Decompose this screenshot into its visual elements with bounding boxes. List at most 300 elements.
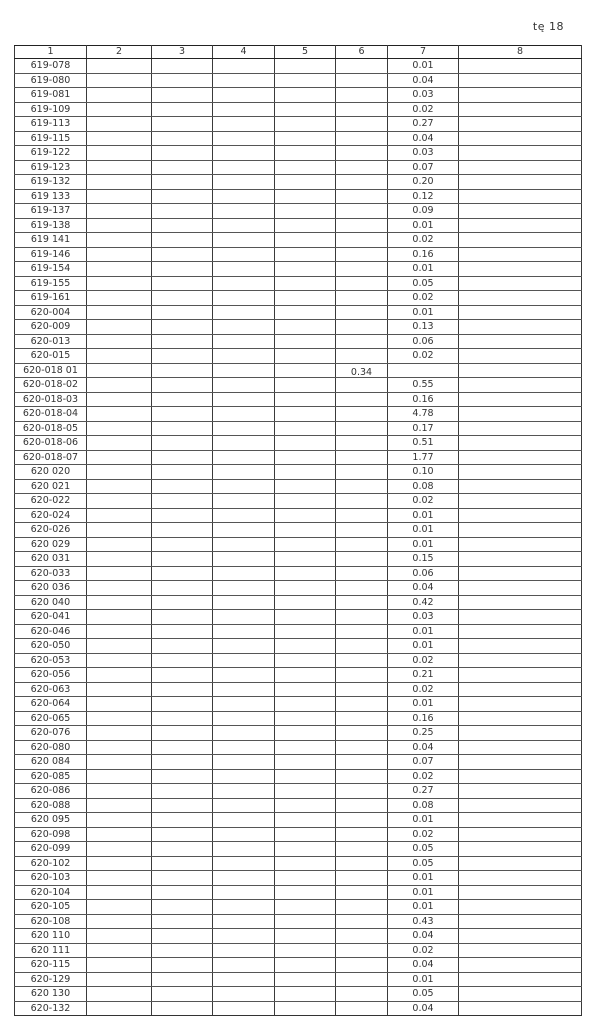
cell-id: 620-004 bbox=[15, 305, 87, 320]
cell-col-6 bbox=[336, 160, 388, 175]
cell-id: 620-086 bbox=[15, 784, 87, 799]
table-row bbox=[15, 262, 582, 277]
cell-col-8 bbox=[459, 523, 582, 538]
cell-col-7: 0.12 bbox=[388, 189, 459, 204]
cell-col-8 bbox=[459, 276, 582, 291]
cell-col-6 bbox=[336, 334, 388, 349]
cell-id: 620-076 bbox=[15, 726, 87, 741]
cell-col-5 bbox=[275, 233, 336, 248]
cell-col-3 bbox=[152, 262, 213, 277]
cell-id: 619-146 bbox=[15, 247, 87, 262]
cell-col-3 bbox=[152, 552, 213, 567]
cell-col-7: 0.02 bbox=[388, 102, 459, 117]
cell-id: 620 095 bbox=[15, 813, 87, 828]
cell-col-7: 0.01 bbox=[388, 639, 459, 654]
cell-col-3 bbox=[152, 958, 213, 973]
table-row bbox=[15, 624, 582, 639]
cell-col-8 bbox=[459, 552, 582, 567]
cell-col-4 bbox=[213, 958, 275, 973]
cell-col-4 bbox=[213, 537, 275, 552]
cell-col-2 bbox=[87, 363, 152, 378]
cell-col-6 bbox=[336, 784, 388, 799]
column-header-6: 6 bbox=[336, 46, 388, 59]
cell-id: 619-122 bbox=[15, 146, 87, 161]
cell-col-4 bbox=[213, 233, 275, 248]
cell-col-5 bbox=[275, 392, 336, 407]
cell-id: 619-155 bbox=[15, 276, 87, 291]
cell-col-6 bbox=[336, 262, 388, 277]
column-header-2: 2 bbox=[87, 46, 152, 59]
cell-col-3 bbox=[152, 494, 213, 509]
cell-col-6 bbox=[336, 102, 388, 117]
cell-col-3 bbox=[152, 740, 213, 755]
table-row bbox=[15, 494, 582, 509]
cell-col-5 bbox=[275, 508, 336, 523]
cell-id: 620-033 bbox=[15, 566, 87, 581]
cell-col-2 bbox=[87, 146, 152, 161]
cell-col-8 bbox=[459, 653, 582, 668]
cell-col-2 bbox=[87, 117, 152, 132]
cell-col-7: 0.04 bbox=[388, 1001, 459, 1016]
cell-col-2 bbox=[87, 972, 152, 987]
cell-col-3 bbox=[152, 871, 213, 886]
table-row bbox=[15, 682, 582, 697]
cell-col-7: 0.01 bbox=[388, 972, 459, 987]
table-row bbox=[15, 784, 582, 799]
cell-col-4 bbox=[213, 639, 275, 654]
inventory-table bbox=[14, 45, 582, 1016]
table-row bbox=[15, 102, 582, 117]
cell-col-8 bbox=[459, 856, 582, 871]
cell-col-7: 1.77 bbox=[388, 450, 459, 465]
cell-col-5 bbox=[275, 856, 336, 871]
cell-col-7: 0.21 bbox=[388, 668, 459, 683]
table-row bbox=[15, 958, 582, 973]
table-row bbox=[15, 523, 582, 538]
cell-col-5 bbox=[275, 653, 336, 668]
cell-id: 620-085 bbox=[15, 769, 87, 784]
cell-col-4 bbox=[213, 247, 275, 262]
cell-col-5 bbox=[275, 740, 336, 755]
cell-col-6 bbox=[336, 668, 388, 683]
cell-col-5 bbox=[275, 726, 336, 741]
cell-col-5 bbox=[275, 639, 336, 654]
cell-col-5 bbox=[275, 871, 336, 886]
cell-col-6 bbox=[336, 189, 388, 204]
cell-col-6 bbox=[336, 450, 388, 465]
table-row bbox=[15, 465, 582, 480]
cell-col-3 bbox=[152, 827, 213, 842]
cell-col-3 bbox=[152, 421, 213, 436]
cell-col-8 bbox=[459, 755, 582, 770]
table-row bbox=[15, 305, 582, 320]
cell-col-7: 0.01 bbox=[388, 900, 459, 915]
cell-id: 619-109 bbox=[15, 102, 87, 117]
cell-col-2 bbox=[87, 465, 152, 480]
cell-col-8 bbox=[459, 871, 582, 886]
cell-col-2 bbox=[87, 813, 152, 828]
cell-id: 619-123 bbox=[15, 160, 87, 175]
cell-id: 620-018-02 bbox=[15, 378, 87, 393]
table-row bbox=[15, 349, 582, 364]
cell-col-5 bbox=[275, 769, 336, 784]
cell-col-5 bbox=[275, 450, 336, 465]
cell-col-8 bbox=[459, 378, 582, 393]
cell-col-3 bbox=[152, 73, 213, 88]
cell-col-2 bbox=[87, 392, 152, 407]
cell-id: 619-115 bbox=[15, 131, 87, 146]
cell-col-7: 0.16 bbox=[388, 247, 459, 262]
cell-col-5 bbox=[275, 943, 336, 958]
cell-id: 620-009 bbox=[15, 320, 87, 335]
cell-col-4 bbox=[213, 421, 275, 436]
cell-col-4 bbox=[213, 407, 275, 422]
table-row bbox=[15, 566, 582, 581]
cell-id: 620-041 bbox=[15, 610, 87, 625]
cell-col-3 bbox=[152, 726, 213, 741]
cell-col-7: 0.02 bbox=[388, 349, 459, 364]
cell-col-5 bbox=[275, 175, 336, 190]
cell-col-5 bbox=[275, 1001, 336, 1016]
cell-col-8 bbox=[459, 218, 582, 233]
cell-col-3 bbox=[152, 595, 213, 610]
cell-col-3 bbox=[152, 392, 213, 407]
cell-col-5 bbox=[275, 784, 336, 799]
cell-col-8 bbox=[459, 639, 582, 654]
cell-col-7: 0.08 bbox=[388, 479, 459, 494]
cell-col-2 bbox=[87, 842, 152, 857]
cell-col-3 bbox=[152, 146, 213, 161]
table-row bbox=[15, 146, 582, 161]
cell-col-7: 0.04 bbox=[388, 929, 459, 944]
cell-col-7: 0.20 bbox=[388, 175, 459, 190]
cell-col-7: 0.51 bbox=[388, 436, 459, 451]
cell-col-5 bbox=[275, 117, 336, 132]
cell-col-3 bbox=[152, 189, 213, 204]
cell-col-4 bbox=[213, 595, 275, 610]
cell-col-4 bbox=[213, 117, 275, 132]
cell-col-2 bbox=[87, 769, 152, 784]
table-row bbox=[15, 421, 582, 436]
cell-col-8 bbox=[459, 595, 582, 610]
cell-col-7: 0.43 bbox=[388, 914, 459, 929]
cell-col-4 bbox=[213, 943, 275, 958]
table-row bbox=[15, 247, 582, 262]
cell-col-7: 4.78 bbox=[388, 407, 459, 422]
cell-col-3 bbox=[152, 450, 213, 465]
cell-col-3 bbox=[152, 204, 213, 219]
cell-col-7 bbox=[388, 363, 459, 378]
cell-col-5 bbox=[275, 842, 336, 857]
table-row bbox=[15, 972, 582, 987]
cell-col-2 bbox=[87, 537, 152, 552]
cell-col-4 bbox=[213, 291, 275, 306]
table-row bbox=[15, 885, 582, 900]
cell-col-2 bbox=[87, 204, 152, 219]
cell-col-4 bbox=[213, 276, 275, 291]
cell-col-3 bbox=[152, 566, 213, 581]
cell-col-5 bbox=[275, 929, 336, 944]
cell-col-7: 0.02 bbox=[388, 233, 459, 248]
cell-col-3 bbox=[152, 247, 213, 262]
cell-col-4 bbox=[213, 218, 275, 233]
cell-col-7: 0.01 bbox=[388, 262, 459, 277]
cell-col-2 bbox=[87, 784, 152, 799]
cell-col-5 bbox=[275, 972, 336, 987]
cell-col-3 bbox=[152, 102, 213, 117]
cell-col-2 bbox=[87, 958, 152, 973]
cell-col-2 bbox=[87, 160, 152, 175]
cell-col-3 bbox=[152, 88, 213, 103]
cell-col-4 bbox=[213, 189, 275, 204]
cell-id: 620 040 bbox=[15, 595, 87, 610]
cell-col-5 bbox=[275, 146, 336, 161]
cell-col-5 bbox=[275, 102, 336, 117]
cell-col-8 bbox=[459, 813, 582, 828]
cell-col-5 bbox=[275, 131, 336, 146]
cell-col-3 bbox=[152, 363, 213, 378]
cell-col-8 bbox=[459, 73, 582, 88]
cell-col-2 bbox=[87, 334, 152, 349]
table-row bbox=[15, 813, 582, 828]
table-row bbox=[15, 610, 582, 625]
cell-col-2 bbox=[87, 276, 152, 291]
cell-col-7: 0.27 bbox=[388, 784, 459, 799]
cell-col-6 bbox=[336, 218, 388, 233]
table-row bbox=[15, 697, 582, 712]
cell-id: 620 021 bbox=[15, 479, 87, 494]
cell-col-6 bbox=[336, 711, 388, 726]
cell-col-5 bbox=[275, 204, 336, 219]
cell-col-5 bbox=[275, 537, 336, 552]
cell-col-3 bbox=[152, 682, 213, 697]
cell-id: 620-088 bbox=[15, 798, 87, 813]
table-row bbox=[15, 450, 582, 465]
cell-col-8 bbox=[459, 363, 582, 378]
cell-col-5 bbox=[275, 711, 336, 726]
cell-col-6 bbox=[336, 885, 388, 900]
cell-col-4 bbox=[213, 523, 275, 538]
cell-col-2 bbox=[87, 175, 152, 190]
cell-col-3 bbox=[152, 233, 213, 248]
cell-col-4 bbox=[213, 204, 275, 219]
cell-id: 620-022 bbox=[15, 494, 87, 509]
cell-id: 619 141 bbox=[15, 233, 87, 248]
cell-col-6 bbox=[336, 740, 388, 755]
cell-col-8 bbox=[459, 102, 582, 117]
cell-col-2 bbox=[87, 566, 152, 581]
cell-col-2 bbox=[87, 247, 152, 262]
cell-col-2 bbox=[87, 943, 152, 958]
cell-col-4 bbox=[213, 697, 275, 712]
cell-col-7: 0.02 bbox=[388, 682, 459, 697]
cell-col-6 bbox=[336, 552, 388, 567]
cell-col-6 bbox=[336, 247, 388, 262]
cell-col-3 bbox=[152, 929, 213, 944]
cell-col-5 bbox=[275, 494, 336, 509]
cell-id: 620 036 bbox=[15, 581, 87, 596]
cell-id: 619-161 bbox=[15, 291, 87, 306]
cell-col-4 bbox=[213, 972, 275, 987]
cell-col-4 bbox=[213, 508, 275, 523]
table-row bbox=[15, 59, 582, 74]
cell-col-8 bbox=[459, 769, 582, 784]
cell-col-7: 0.05 bbox=[388, 987, 459, 1002]
cell-col-7: 0.03 bbox=[388, 610, 459, 625]
cell-col-5 bbox=[275, 189, 336, 204]
cell-col-6 bbox=[336, 610, 388, 625]
cell-col-6 bbox=[336, 320, 388, 335]
cell-col-4 bbox=[213, 610, 275, 625]
cell-col-4 bbox=[213, 755, 275, 770]
cell-id: 620 020 bbox=[15, 465, 87, 480]
cell-col-8 bbox=[459, 146, 582, 161]
column-header-5: 5 bbox=[275, 46, 336, 59]
cell-id: 620-018-06 bbox=[15, 436, 87, 451]
cell-id: 620-056 bbox=[15, 668, 87, 683]
cell-col-6 bbox=[336, 117, 388, 132]
cell-col-4 bbox=[213, 450, 275, 465]
table-row bbox=[15, 407, 582, 422]
cell-col-2 bbox=[87, 523, 152, 538]
cell-col-5 bbox=[275, 610, 336, 625]
cell-col-5 bbox=[275, 566, 336, 581]
cell-col-8 bbox=[459, 421, 582, 436]
cell-col-5 bbox=[275, 900, 336, 915]
cell-id: 620-018-04 bbox=[15, 407, 87, 422]
cell-col-2 bbox=[87, 291, 152, 306]
cell-col-7: 0.13 bbox=[388, 320, 459, 335]
cell-col-8 bbox=[459, 537, 582, 552]
cell-col-5 bbox=[275, 479, 336, 494]
cell-col-2 bbox=[87, 755, 152, 770]
cell-col-6 bbox=[336, 581, 388, 596]
cell-col-7: 0.01 bbox=[388, 523, 459, 538]
cell-col-5 bbox=[275, 349, 336, 364]
cell-col-2 bbox=[87, 900, 152, 915]
cell-col-2 bbox=[87, 987, 152, 1002]
cell-id: 620-098 bbox=[15, 827, 87, 842]
cell-col-4 bbox=[213, 842, 275, 857]
cell-col-5 bbox=[275, 523, 336, 538]
cell-col-5 bbox=[275, 595, 336, 610]
cell-col-3 bbox=[152, 117, 213, 132]
cell-id: 620-099 bbox=[15, 842, 87, 857]
table-row bbox=[15, 842, 582, 857]
table-row bbox=[15, 131, 582, 146]
cell-col-2 bbox=[87, 798, 152, 813]
cell-col-4 bbox=[213, 798, 275, 813]
cell-col-6 bbox=[336, 73, 388, 88]
cell-col-2 bbox=[87, 624, 152, 639]
cell-col-8 bbox=[459, 291, 582, 306]
cell-col-7: 0.02 bbox=[388, 291, 459, 306]
table-row bbox=[15, 204, 582, 219]
cell-col-7: 0.05 bbox=[388, 842, 459, 857]
cell-col-5 bbox=[275, 88, 336, 103]
cell-col-2 bbox=[87, 320, 152, 335]
cell-id: 620-013 bbox=[15, 334, 87, 349]
cell-col-8 bbox=[459, 682, 582, 697]
cell-col-5 bbox=[275, 320, 336, 335]
cell-col-3 bbox=[152, 305, 213, 320]
cell-col-6 bbox=[336, 131, 388, 146]
cell-col-5 bbox=[275, 755, 336, 770]
table-row bbox=[15, 276, 582, 291]
cell-id: 620-105 bbox=[15, 900, 87, 915]
table-row bbox=[15, 189, 582, 204]
cell-col-4 bbox=[213, 465, 275, 480]
cell-col-3 bbox=[152, 668, 213, 683]
cell-col-4 bbox=[213, 363, 275, 378]
table-row bbox=[15, 755, 582, 770]
table-row bbox=[15, 392, 582, 407]
cell-col-2 bbox=[87, 929, 152, 944]
cell-id: 620-108 bbox=[15, 914, 87, 929]
cell-col-3 bbox=[152, 842, 213, 857]
cell-col-6 bbox=[336, 972, 388, 987]
table-row bbox=[15, 537, 582, 552]
cell-col-8 bbox=[459, 784, 582, 799]
cell-id: 620-129 bbox=[15, 972, 87, 987]
cell-col-2 bbox=[87, 668, 152, 683]
cell-col-6 bbox=[336, 697, 388, 712]
cell-id: 620 130 bbox=[15, 987, 87, 1002]
cell-id: 620-115 bbox=[15, 958, 87, 973]
cell-col-3 bbox=[152, 378, 213, 393]
cell-col-6 bbox=[336, 436, 388, 451]
cell-col-6 bbox=[336, 639, 388, 654]
cell-col-4 bbox=[213, 900, 275, 915]
cell-col-3 bbox=[152, 813, 213, 828]
cell-col-3 bbox=[152, 276, 213, 291]
cell-col-7: 0.04 bbox=[388, 131, 459, 146]
cell-col-2 bbox=[87, 189, 152, 204]
cell-col-6 bbox=[336, 146, 388, 161]
cell-col-7: 0.01 bbox=[388, 697, 459, 712]
cell-col-2 bbox=[87, 378, 152, 393]
table-row bbox=[15, 798, 582, 813]
cell-col-4 bbox=[213, 929, 275, 944]
cell-id: 620 031 bbox=[15, 552, 87, 567]
cell-col-7: 0.01 bbox=[388, 813, 459, 828]
cell-col-4 bbox=[213, 552, 275, 567]
cell-col-8 bbox=[459, 436, 582, 451]
cell-col-8 bbox=[459, 59, 582, 74]
cell-col-7: 0.04 bbox=[388, 740, 459, 755]
cell-col-7: 0.07 bbox=[388, 160, 459, 175]
cell-col-3 bbox=[152, 755, 213, 770]
cell-col-7: 0.03 bbox=[388, 146, 459, 161]
cell-col-6 bbox=[336, 943, 388, 958]
cell-col-6 bbox=[336, 291, 388, 306]
table-row bbox=[15, 117, 582, 132]
table-row bbox=[15, 856, 582, 871]
cell-col-8 bbox=[459, 711, 582, 726]
cell-col-5 bbox=[275, 247, 336, 262]
cell-col-8 bbox=[459, 726, 582, 741]
cell-col-4 bbox=[213, 305, 275, 320]
cell-col-3 bbox=[152, 59, 213, 74]
table-row bbox=[15, 218, 582, 233]
cell-col-8 bbox=[459, 392, 582, 407]
cell-col-6 bbox=[336, 958, 388, 973]
cell-id: 619-081 bbox=[15, 88, 87, 103]
cell-col-3 bbox=[152, 479, 213, 494]
cell-col-3 bbox=[152, 436, 213, 451]
cell-col-7: 0.08 bbox=[388, 798, 459, 813]
table-row bbox=[15, 740, 582, 755]
